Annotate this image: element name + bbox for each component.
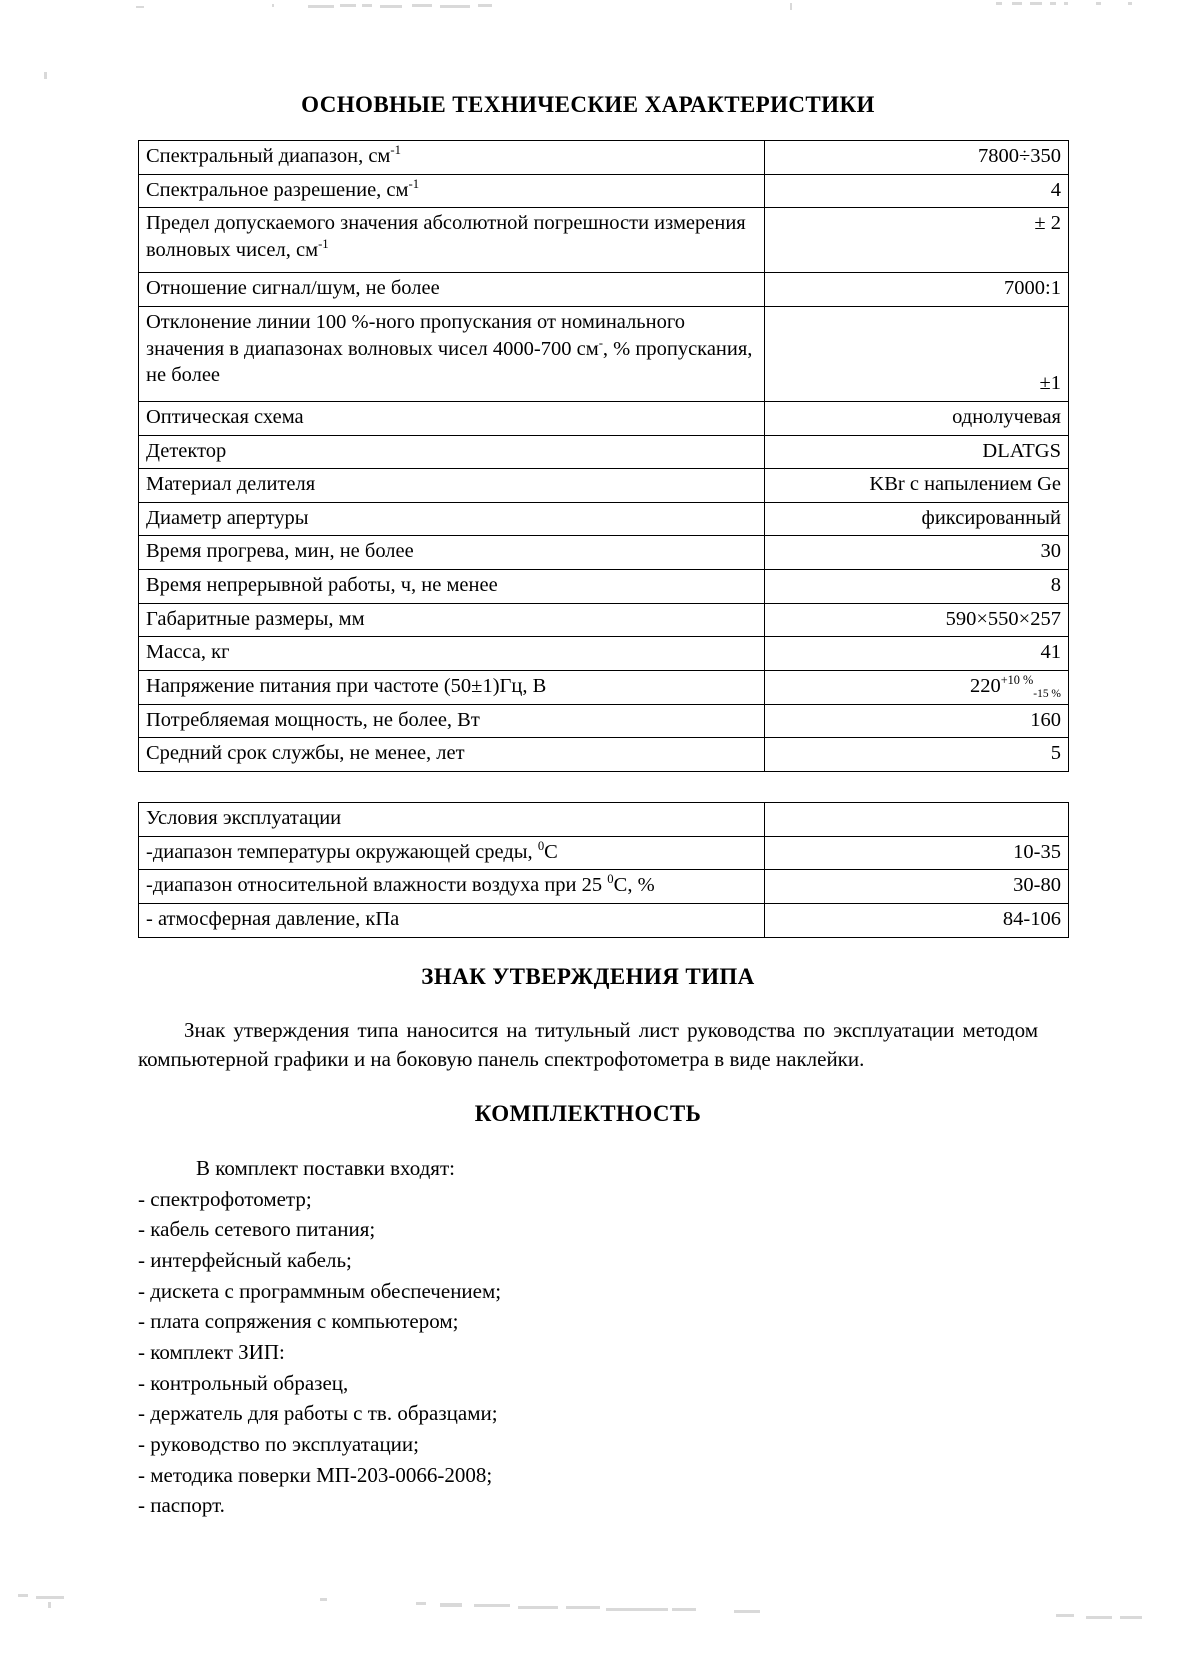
scan-artifact	[1086, 1616, 1112, 1619]
spec-param-text: Средний срок службы, не менее, лет	[146, 742, 465, 765]
spec-value: 30	[765, 536, 1069, 570]
table-row	[139, 435, 1069, 469]
spec-param	[139, 141, 765, 175]
scan-artifact	[566, 1606, 600, 1609]
spec-param	[139, 306, 765, 401]
list-item: - контрольный образец,	[138, 1370, 349, 1395]
voltage-tolerance-lower: -15 %	[1033, 688, 1061, 701]
scan-artifact	[44, 72, 47, 79]
spec-param	[139, 603, 765, 637]
spec-param	[139, 502, 765, 536]
scan-artifact	[380, 5, 402, 8]
scan-artifact	[734, 1610, 760, 1613]
spec-param-text: Предел допускаемого значения абсолютной погрешности измерения волновых чисел, см	[146, 212, 746, 261]
scan-artifact	[1064, 2, 1068, 5]
condition-value	[765, 802, 1069, 836]
scan-artifact	[1056, 1614, 1074, 1617]
condition-param-text: Условия эксплуатации	[146, 806, 342, 829]
spec-value: 41	[765, 637, 1069, 671]
table-row	[139, 469, 1069, 503]
spec-param	[139, 208, 765, 273]
spec-param	[139, 671, 765, 705]
spec-param-text: Габаритные размеры, мм	[146, 607, 365, 630]
spec-param-text: Отклонение линии 100 %-ного пропускания от номинального значения в диапазонах волновых чисел 4000-700 см	[146, 310, 686, 360]
condition-param-text-2: С, %	[613, 874, 655, 897]
spec-param-sup: -1	[390, 143, 402, 158]
spec-param	[139, 273, 765, 307]
spec-param-text: Оптическая схема	[146, 405, 304, 428]
spec-param-sup: -1	[318, 237, 329, 252]
list-item: - паспорт.	[138, 1493, 225, 1518]
spec-param	[139, 637, 765, 671]
spec-param-text: Спектральный диапазон, см	[146, 145, 391, 167]
spec-param-text: Материал делителя	[146, 473, 316, 496]
list-item: - спектрофотометр;	[138, 1186, 312, 1211]
spec-value: 5	[765, 738, 1069, 772]
spec-param-text: Потребляемая мощность, не более, Вт	[146, 708, 480, 731]
spec-value: однолучевая	[765, 401, 1069, 435]
section-heading-kit: КОМПЛЕКТНОСТЬ	[474, 1101, 702, 1127]
condition-param	[139, 802, 765, 836]
spec-param	[139, 704, 765, 738]
condition-param	[139, 870, 765, 904]
spec-value: фиксированный	[765, 502, 1069, 536]
section-spacer	[138, 938, 1038, 964]
spec-param-text: Время прогрева, мин, не более	[146, 540, 414, 563]
scan-artifact	[1050, 2, 1056, 5]
spec-param	[139, 570, 765, 604]
condition-param-text: - атмосферная давление, кПа	[146, 907, 400, 930]
condition-param-text-2: С	[544, 840, 558, 863]
scan-artifact	[606, 1608, 668, 1611]
page-title: ОСНОВНЫЕ ТЕХНИЧЕСКИЕ ХАРАКТЕРИСТИКИ	[301, 92, 875, 117]
scan-artifact	[308, 5, 334, 8]
table-row	[139, 802, 1069, 836]
spec-param-text: Спектральное разрешение, см	[146, 178, 409, 201]
spec-value: KBr с напылением Ge	[765, 469, 1069, 503]
table-row	[139, 870, 1069, 904]
condition-value: 30-80	[765, 870, 1069, 904]
table-row	[139, 401, 1069, 435]
scan-artifact	[1120, 1616, 1142, 1619]
table-row	[139, 273, 1069, 307]
table-row	[139, 536, 1069, 570]
scan-artifact	[36, 1596, 64, 1599]
table-row	[139, 174, 1069, 208]
spec-param-sup: -	[598, 335, 603, 350]
table-row	[139, 637, 1069, 671]
condition-param-text: -диапазон относительной влажности воздуха при 25	[146, 874, 608, 897]
list-item: - интерфейсный кабель;	[138, 1248, 352, 1273]
section-spacer	[138, 990, 1038, 1016]
scan-artifact	[1030, 2, 1042, 5]
scan-artifact	[1096, 2, 1101, 5]
section-spacer	[138, 1075, 1038, 1101]
scan-artifact	[48, 1602, 51, 1608]
spec-param	[139, 738, 765, 772]
section-heading-type-mark: ЗНАК УТВЕРЖДЕНИЯ ТИПА	[421, 963, 755, 989]
spec-param-sup: -1	[408, 176, 420, 191]
scan-artifact	[474, 1604, 510, 1607]
section-spacer	[138, 1127, 1038, 1153]
spec-param-text: Диаметр апертуры	[146, 506, 309, 529]
scan-artifact	[18, 1594, 28, 1597]
scan-artifact	[362, 4, 372, 7]
table-row	[139, 704, 1069, 738]
spec-value: 8	[765, 570, 1069, 604]
scan-artifact	[790, 3, 792, 10]
table-spacer	[138, 772, 1038, 802]
table-row	[139, 208, 1069, 273]
list-item: - дискета с программным обеспечением;	[138, 1278, 502, 1303]
spec-value: ± 2	[765, 208, 1069, 273]
scan-artifact	[340, 4, 356, 7]
scan-artifact	[320, 1598, 327, 1601]
scan-artifact	[440, 1603, 462, 1607]
voltage-tolerance-upper: +10 %	[1000, 673, 1034, 688]
spec-param-text: Масса, кг	[146, 641, 230, 664]
table-row	[139, 570, 1069, 604]
scan-artifact	[136, 6, 144, 8]
list-item: - держатель для работы с тв. образцами;	[138, 1401, 498, 1426]
spec-param-text: Напряжение питания при частоте (50±1)Гц, В	[146, 675, 547, 698]
specifications-table	[138, 140, 1069, 772]
spec-param-text: Время непрерывной работы, ч, не менее	[146, 574, 498, 597]
document-content	[138, 92, 1061, 1521]
condition-value: 10-35	[765, 836, 1069, 870]
degree-sup: 0	[607, 872, 614, 887]
spec-value: 7000:1	[765, 273, 1069, 307]
scan-artifact	[440, 5, 470, 8]
table-row	[139, 671, 1069, 705]
table-row	[139, 903, 1069, 937]
spec-value: 590×550×257	[765, 603, 1069, 637]
degree-sup: 0	[537, 838, 545, 853]
voltage-number: 220	[969, 675, 1001, 698]
list-item: - комплект ЗИП:	[138, 1340, 285, 1365]
spec-param	[139, 435, 765, 469]
list-item: - методика поверки МП-203-0066-2008;	[138, 1462, 493, 1487]
scan-artifact	[672, 1608, 696, 1611]
spec-param-text: Детектор	[146, 439, 227, 462]
condition-param	[139, 836, 765, 870]
spec-param-text: Отношение сигнал/шум, не более	[146, 277, 440, 300]
spec-value-voltage	[765, 671, 1069, 705]
scan-artifact	[1012, 2, 1022, 5]
condition-param-text: -диапазон температуры окружающей среды,	[146, 840, 538, 863]
type-mark-paragraph: Знак утверждения типа наносится на титульный лист руководства по эксплуатации методом компьютерной графики и на боковую панель спектрофотометра в виде наклейки.	[138, 1017, 1038, 1072]
spec-value: ±1	[765, 306, 1069, 401]
table-row	[139, 603, 1069, 637]
scan-artifact	[518, 1606, 558, 1609]
spec-value: 160	[765, 704, 1069, 738]
spec-value: 4	[765, 174, 1069, 208]
condition-param	[139, 903, 765, 937]
list-item: - кабель сетевого питания;	[138, 1217, 376, 1242]
scan-artifact	[416, 1602, 426, 1605]
list-item: - руководство по эксплуатации;	[138, 1432, 419, 1457]
scan-artifact	[412, 4, 432, 7]
list-item: - плата сопряжения с компьютером;	[138, 1309, 459, 1334]
table-row	[139, 738, 1069, 772]
spec-value: DLATGS	[765, 435, 1069, 469]
spec-param	[139, 401, 765, 435]
scan-artifact	[272, 4, 274, 7]
kit-items-list	[138, 1184, 1038, 1521]
kit-intro-text: В комплект поставки входят:	[196, 1156, 455, 1181]
scan-artifact	[996, 2, 1002, 5]
condition-value: 84-106	[765, 903, 1069, 937]
table-row	[139, 306, 1069, 401]
scan-artifact	[478, 4, 492, 7]
table-row	[139, 502, 1069, 536]
scan-artifact	[1128, 2, 1132, 5]
table-row	[139, 141, 1069, 175]
table-row	[139, 836, 1069, 870]
spec-param	[139, 469, 765, 503]
spec-param	[139, 536, 765, 570]
operating-conditions-table	[138, 802, 1069, 938]
spec-value: 7800÷350	[765, 141, 1069, 175]
spec-param	[139, 174, 765, 208]
spec-param-text-2: , % пропускания, не более	[146, 337, 753, 387]
